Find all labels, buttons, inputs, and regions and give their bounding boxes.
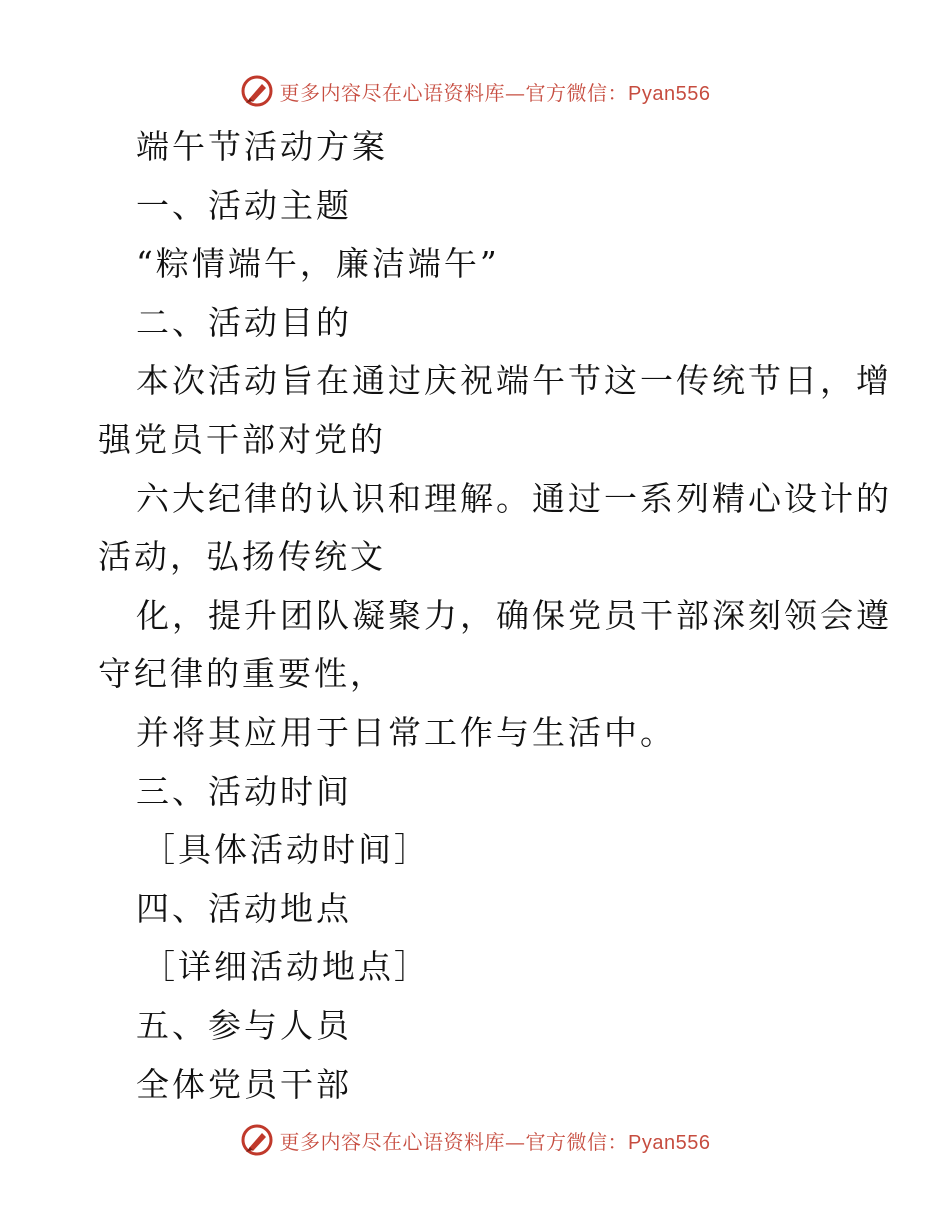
section-5-body: 全体党员干部 (136, 1064, 352, 1104)
section-4-heading: 四、活动地点 (136, 888, 352, 928)
pen-logo-icon (240, 74, 274, 108)
section-4-body: ［详细活动地点］ (142, 947, 430, 987)
section-2-paragraph-2-line-1: 六大纪律的认识和理解。通过一系列精心设计的 (136, 478, 892, 518)
section-2-paragraph-3-line-2: 守纪律的重要性， (98, 654, 386, 694)
section-1-heading: 一、活动主题 (136, 185, 352, 225)
watermark-text: 更多内容尽在心语资料库—官方微信：Pyan556 (279, 1129, 711, 1154)
header-watermark (0, 71, 950, 111)
watermark-text: 更多内容尽在心语资料库—官方微信：Pyan556 (279, 80, 711, 105)
pen-logo-icon (240, 1123, 274, 1157)
section-1-body: “粽情端午，廉洁端午” (136, 244, 500, 284)
doc-title: 端午节活动方案 (136, 127, 388, 166)
footer-watermark (0, 1120, 950, 1160)
section-3-body: ［具体活动时间］ (142, 830, 430, 870)
section-2-paragraph-1-line-2: 强党员干部对党的 (98, 419, 386, 459)
section-5-heading: 五、参与人员 (136, 1005, 352, 1045)
section-2-paragraph-2-line-2: 活动，弘扬传统文 (98, 537, 386, 577)
section-3-heading: 三、活动时间 (136, 771, 352, 811)
section-2-paragraph-4: 并将其应用于日常工作与生活中。 (136, 712, 676, 752)
document-body (98, 118, 892, 1114)
section-2-paragraph-3-line-1: 化，提升团队凝聚力，确保党员干部深刻领会遵 (136, 595, 892, 635)
section-2-heading: 二、活动目的 (136, 302, 352, 342)
section-2-paragraph-1-line-1: 本次活动旨在通过庆祝端午节这一传统节日，增 (136, 361, 892, 401)
